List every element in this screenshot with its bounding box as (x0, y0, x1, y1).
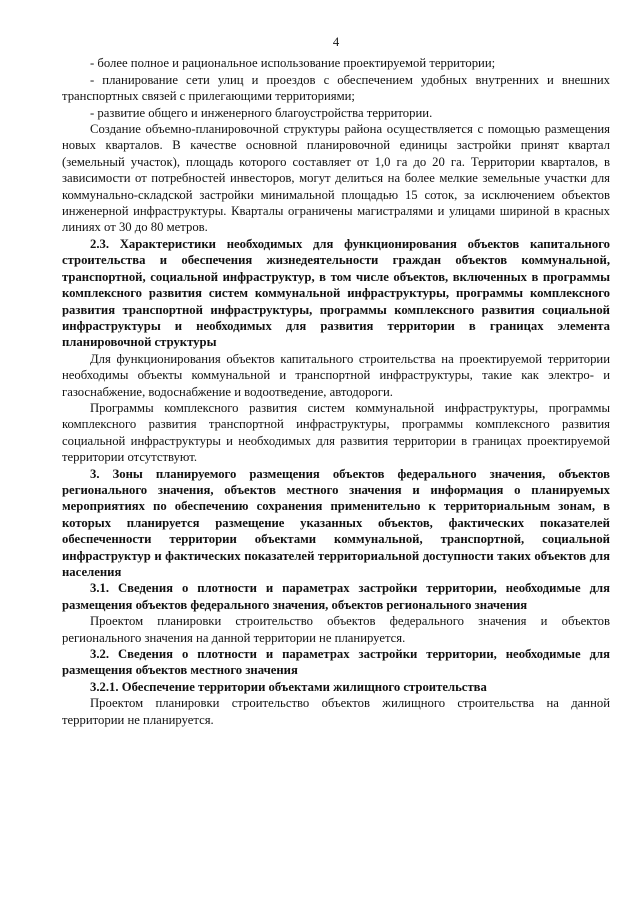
page-number: 4 (332, 35, 340, 49)
bullet-item: - развитие общего и инженерного благоустройства территории. (90, 105, 433, 120)
paragraph-3-2-1: Проектом планировки строительство объектов жилищного строительства на данной территории не планируется. (62, 696, 610, 727)
heading-3-2-1: 3.2.1. Обеспечение территории объектами жилищного строительства (90, 679, 487, 694)
structure-paragraph: Создание объемно-планировочной структуры района осуществляется с помощью размещения новых кварталов. В качестве основной планировочной единицы застройки принят квартал (земельный участок), площадь которого составляет от 1,0 га до 20 га. Территории кварталов, в зависимости от потребностей инвесторов, могут делиться на более мелкие земельные участки для коммунально-складской застройки минимальной площадью 15 соток, за исключением объектов инженерной инфраструктуры. Кварталы ограничены магистралями и улицами шириной в красных линиях от 30 до 80 метров. (62, 122, 610, 235)
paragraph-2-3-b: Программы комплексного развития систем коммунальной инфраструктуры, программы комплексного развития транспортной инфраструктуры, программы комплексного развития социальной инфраструктуры и необходимых для развития территории в границах проектируемой территории отсутствуют. (62, 400, 610, 465)
heading-2-3: 2.3. Характеристики необходимых для функционирования объектов капитального строительства и обеспечения жизнедеятельности граждан объектов коммунальной, транспортной, социальной инфраструктур, в том числе объектов, включенных в программы комплексного развития систем коммунальной инфраструктуры, программы комплексного развития транспортной инфраструктуры, программы комплексного развития социальной инфраструктуры и необходимых для развития территории в границах элемента планировочной структуры (62, 236, 610, 350)
heading-3-1: 3.1. Сведения о плотности и параметрах застройки территории, необходимые для размещения объектов федерального значения, объектов регионального значения (62, 581, 610, 612)
heading-3: 3. Зоны планируемого размещения объектов федерального значения, объектов регионального значения, объектов местного значения и информация о планируемых мероприятиях по обеспечению сохранения применительно к территориальным зонам, в которых планируется размещение указанных объектов, фактических показателей обеспеченности территории объектами коммунальной, транспортной, социальной инфраструктур и фактических показателей территориальной доступности таких объектов для населения (62, 466, 610, 579)
paragraph-2-3-a: Для функционирования объектов капитального строительства на проектируемой территории необходимы объекты коммунальной и транспортной инфраструктуры, такие как электро- и газоснабжение, водоснабжение и водоотведение, автодороги. (62, 351, 610, 399)
bullet-item: - более полное и рациональное использование проектируемой территории; (90, 56, 496, 71)
heading-3-2: 3.2. Сведения о плотности и параметрах застройки территории, необходимые для размещения объектов местного значения (62, 647, 610, 678)
bullet-item: - планирование сети улиц и проездов с обеспечением удобных внутренних и внешних транспортных связей с прилегающими территориями; (62, 72, 610, 104)
document-page (62, 34, 610, 728)
paragraph-3-1: Проектом планировки строительство объектов федерального значения и объектов регионального значения на данной территории не планируется. (62, 614, 610, 645)
